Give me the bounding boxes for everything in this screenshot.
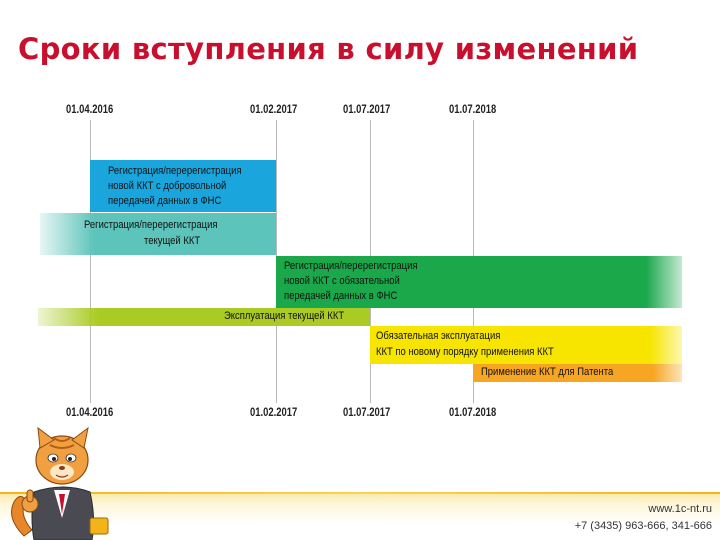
date-label-bottom-2017-jul: 01.07.2017 xyxy=(343,407,391,419)
date-label-bottom-2017-feb: 01.02.2017 xyxy=(250,407,298,419)
date-label-top-2018: 01.07.2018 xyxy=(449,104,497,116)
bar-label-line: передачей данных в ФНС xyxy=(284,290,398,302)
footer-phone: +7 (3435) 963-666, 341-666 xyxy=(574,520,712,532)
timeline-bar-current-operation xyxy=(38,308,370,326)
timeline-bar-patent xyxy=(473,364,682,382)
bar-label-line: передачей данных в ФНС xyxy=(108,195,222,207)
date-label-top-2017-feb: 01.02.2017 xyxy=(250,104,298,116)
bar-label: Применение ККТ для Патента xyxy=(481,366,614,378)
bar-label-line: Регистрация/перерегистрация xyxy=(84,219,218,231)
bar-label-line: текущей ККТ xyxy=(144,235,201,247)
timeline-bar-mandatory-operation xyxy=(370,326,682,364)
timeline-bar-voluntary-registration xyxy=(90,160,276,212)
timeline-bar-mandatory-registration xyxy=(276,256,682,308)
bar-label-line: Регистрация/перерегистрация xyxy=(284,260,418,272)
bar-label: Эксплуатация текущей ККТ xyxy=(224,310,345,322)
bar-label-line: ККТ по новому порядку применения ККТ xyxy=(376,346,554,358)
page-title: Сроки вступления в силу изменений xyxy=(18,32,639,66)
bar-label-line: новой ККТ с добровольной xyxy=(108,180,227,192)
bar-label-line: Регистрация/перерегистрация xyxy=(108,165,242,177)
timeline-bar-current-registration xyxy=(40,213,276,255)
date-label-bottom-2016: 01.04.2016 xyxy=(66,407,114,419)
date-label-top-2016: 01.04.2016 xyxy=(66,104,114,116)
date-label-bottom-2018: 01.07.2018 xyxy=(449,407,497,419)
bar-label-line: новой ККТ с обязательной xyxy=(284,275,400,287)
bar-label-line: Обязательная эксплуатация xyxy=(376,330,501,342)
cat-mascot-icon xyxy=(4,418,114,540)
footer-website: www.1c-nt.ru xyxy=(648,503,712,515)
date-label-top-2017-jul: 01.07.2017 xyxy=(343,104,391,116)
